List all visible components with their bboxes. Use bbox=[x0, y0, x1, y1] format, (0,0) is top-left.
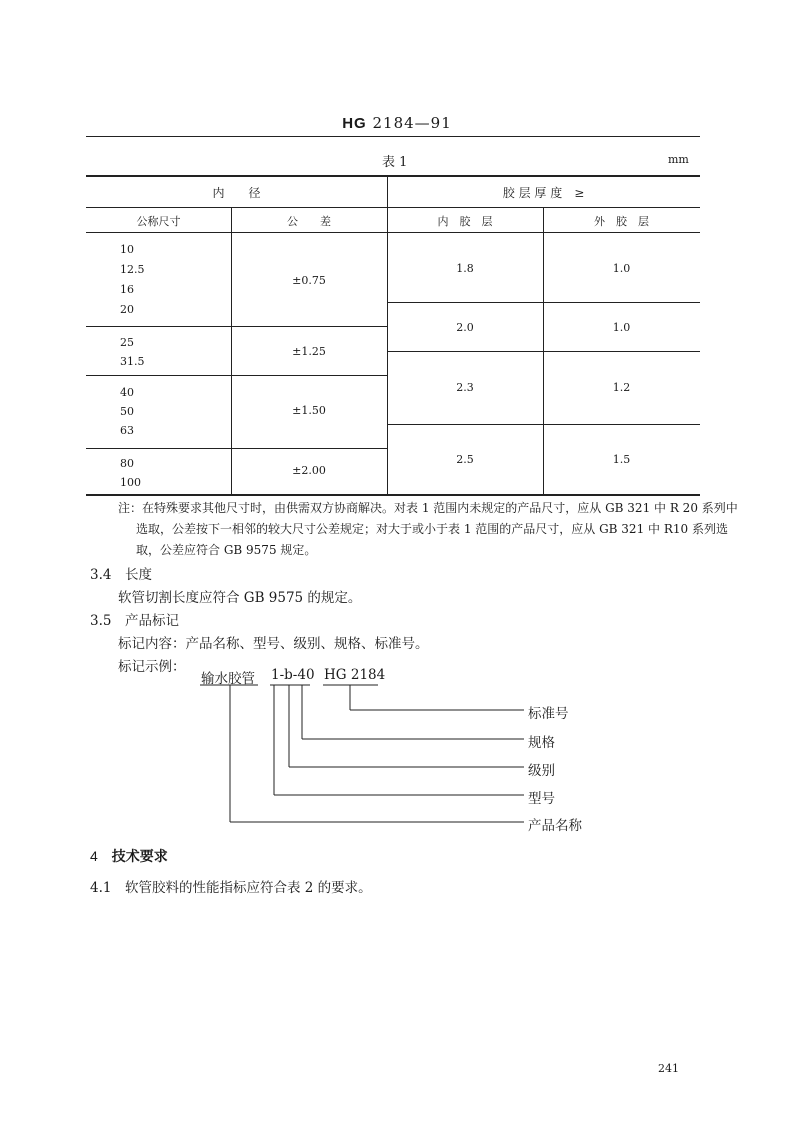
marking-code: 1-b-40 bbox=[271, 667, 315, 683]
table-cell: ±1.25 bbox=[292, 345, 326, 358]
section-number: 3.4 bbox=[90, 567, 112, 583]
marking-product-name: 输水胶管 bbox=[201, 671, 255, 687]
section-title: 产品标记 bbox=[124, 613, 179, 629]
col-group-inner-diameter: 内 径 bbox=[212, 186, 261, 200]
table-cell: 12.5 bbox=[120, 263, 145, 276]
section-title: 技术要求 bbox=[111, 848, 168, 864]
table-cell: 50 bbox=[120, 405, 134, 418]
section-3-5-heading bbox=[90, 609, 179, 629]
marking-label-type: 型号 bbox=[528, 791, 555, 807]
section-4-1 bbox=[90, 876, 372, 896]
standard-number: 2184—91 bbox=[372, 114, 452, 132]
table-title: 表 1 bbox=[382, 155, 408, 170]
note-line-1: 注：在特殊要求其他尺寸时，由供需双方协商解决。对表 1 范围内未规定的产品尺寸，应从 GB 321 中 R 20 系列中 bbox=[118, 501, 738, 515]
section-number: 4 bbox=[90, 848, 98, 864]
standard-prefix: HG bbox=[342, 115, 367, 132]
table-cell: 16 bbox=[120, 283, 134, 296]
table-cell: 10 bbox=[120, 243, 134, 256]
section-number: 4.1 bbox=[90, 880, 112, 896]
table-cell: ±0.75 bbox=[292, 274, 326, 287]
table-cell: ±1.50 bbox=[292, 404, 326, 417]
subheader-tolerance: 公 差 bbox=[287, 215, 331, 228]
table-cell: 20 bbox=[120, 303, 134, 316]
section-4-heading bbox=[90, 846, 168, 866]
marking-standard: HG 2184 bbox=[324, 667, 386, 683]
subheader-outer-layer: 外 胶 层 bbox=[594, 215, 649, 228]
table-note bbox=[118, 498, 738, 561]
table-cell: 2.3 bbox=[456, 381, 474, 394]
table-cell: 1.5 bbox=[612, 453, 631, 466]
table-unit: mm bbox=[668, 153, 689, 166]
section-3-4-heading bbox=[90, 563, 152, 583]
table-cell: ±2.00 bbox=[292, 464, 326, 477]
marking-label-specification: 规格 bbox=[528, 735, 555, 751]
note-line-2: 选取，公差按下一相邻的较大尺寸公差规定；对大于或小于表 1 范围的产品尺寸，应从 GB 321 中 R10 系列选 bbox=[136, 522, 728, 536]
subheader-nominal-size: 公称尺寸 bbox=[136, 215, 181, 228]
table-cell: 40 bbox=[120, 386, 134, 399]
table-cell: 100 bbox=[120, 476, 141, 489]
page-header bbox=[0, 114, 794, 132]
table-cell: 2.0 bbox=[456, 321, 474, 334]
col-group-layer-thickness: 胶 层 厚 度 ≥ bbox=[502, 186, 585, 200]
header-rule bbox=[86, 136, 700, 137]
page-number: 241 bbox=[658, 1062, 679, 1075]
table-cell: 80 bbox=[120, 457, 134, 470]
marking-content-text: 标记内容：产品名称、型号、级别、规格、标准号。 bbox=[118, 636, 429, 652]
section-title: 长度 bbox=[124, 567, 152, 583]
note-line-3: 取，公差应符合 GB 9575 规定。 bbox=[136, 543, 317, 557]
section-3-4-text: 软管切割长度应符合 GB 9575 的规定。 bbox=[118, 590, 362, 606]
table-cell: 63 bbox=[120, 424, 134, 437]
table-cell: 25 bbox=[120, 336, 134, 349]
marking-label-grade: 级别 bbox=[528, 763, 555, 779]
section-number: 3.5 bbox=[90, 613, 112, 629]
table-cell: 2.5 bbox=[456, 453, 474, 466]
section-text: 软管胶料的性能指标应符合表 2 的要求。 bbox=[124, 880, 372, 896]
table-cell: 1.0 bbox=[612, 262, 631, 275]
table-cell: 1.0 bbox=[612, 321, 631, 334]
table-cell: 31.5 bbox=[120, 355, 145, 368]
marking-label-standard-number: 标准号 bbox=[528, 706, 569, 722]
marking-example-label: 标记示例： bbox=[118, 659, 186, 675]
table-cell: 1.8 bbox=[456, 262, 474, 275]
marking-label-product-name: 产品名称 bbox=[528, 818, 582, 834]
subheader-inner-layer: 内 胶 层 bbox=[437, 215, 493, 228]
table-cell: 1.2 bbox=[612, 381, 631, 394]
